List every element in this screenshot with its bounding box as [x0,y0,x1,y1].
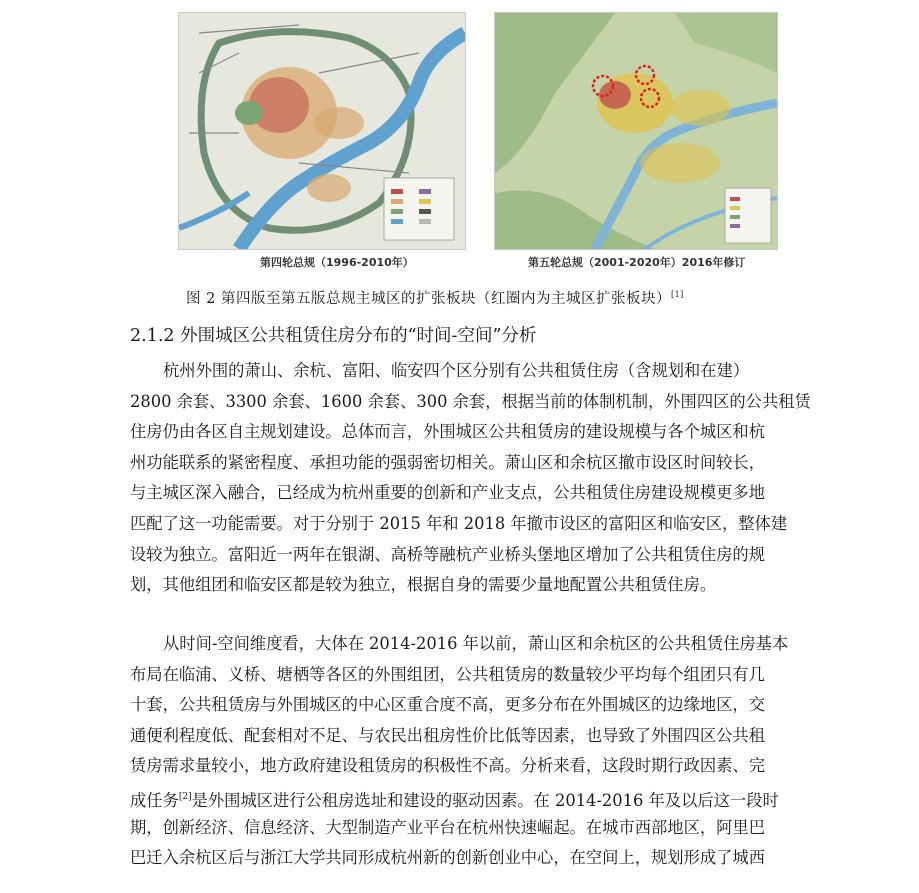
figure-caption-reference[interactable]: [1] [670,290,684,299]
paragraph-line: 赁房需求量较小，地方政府建设租赁房的积极性不高。分析来看，这段时期行政因素、完 [130,756,765,776]
map-fourth-master-plan [178,12,466,250]
paragraph-line: 从时间-空间维度看，大体在 2014-2016 年以前，萧山区和余杭区的公共租赁住房基本 [163,634,789,653]
paragraph-line: 布局在临浦、义桥、塘栖等各区的外围组团，公共租赁房的数量较少平均每个组团只有几 [130,664,765,684]
paragraph-line: 匹配了这一功能需要。对于分别于 2015 年和 2018 年撤市设区的富阳区和临安区，整体建 [130,513,788,533]
paragraph-line: 巴迁入余杭区后与浙江大学共同形成杭州新的创新创业中心，在空间上，规划形成了城西 [130,848,765,868]
line-text: 成任务 [130,790,179,810]
paragraph-line: 与主城区深入融合，已经成为杭州重要的创新和产业支点，公共租赁住房建设规模更多地 [130,483,765,503]
paragraph-line: 住房仍由各区自主规划建设。总体而言，外围城区公共租赁房的建设规模与各个城区和杭 [130,422,765,442]
figure-caption [186,287,684,308]
paragraph-line: 十套，公共租赁房与外围城区的中心区重合度不高，更多分布在外围城区的边缘地区，交 [130,695,765,715]
paragraph-line: 通便利程度低、配套相对不足、与农民出租房性价比低等因素，也导致了外围四区公共租 [130,725,765,745]
map-fifth-master-plan [494,12,778,250]
figure-maps [174,12,786,268]
right-map-caption: 第五轮总规（2001-2020年）2016年修订 [528,256,746,269]
paragraph-line [130,782,820,813]
paragraph [130,356,820,601]
left-map-caption: 第四轮总规（1996-2010年） [260,256,414,269]
paragraph-line: 2800 余套、3300 余套、1600 余套、300 余套，根据当前的体制机制，外围四区的公共租赁 [130,391,811,411]
paragraph-line: 杭州外围的萧山、余杭、富阳、临安四个区分别有公共租赁住房（含规划和在建） [163,361,750,380]
paragraph-line: 划，其他组团和临安区都是较为独立，根据自身的需要少量地配置公共租赁住房。 [130,575,717,595]
paragraph [130,629,820,874]
paragraph-line: 期，创新经济、信息经济、大型制造产业平台在杭州快速崛起。在城市西部地区，阿里巴 [130,817,765,837]
figure-caption-text: 图 2 第四版至第五版总规主城区的扩张板块（红圈内为主城区扩张板块） [186,291,671,307]
citation-reference[interactable]: [2] [178,791,192,802]
paragraph-line: 州功能联系的紧密程度、承担功能的强弱密切相关。萧山区和余杭区撤市设区时间较长， [130,452,765,472]
line-text: 是外围城区进行公租房选址和建设的驱动因素。在 2014-2016 年及以后这一段时 [191,790,779,810]
paragraph-line: 设较为独立。富阳近一两年在银湖、高桥等融杭产业桥头堡地区增加了公共租赁住房的规 [130,544,765,564]
section-heading: 2.1.2 外围城区公共租赁住房分布的“时间-空间”分析 [130,326,537,346]
